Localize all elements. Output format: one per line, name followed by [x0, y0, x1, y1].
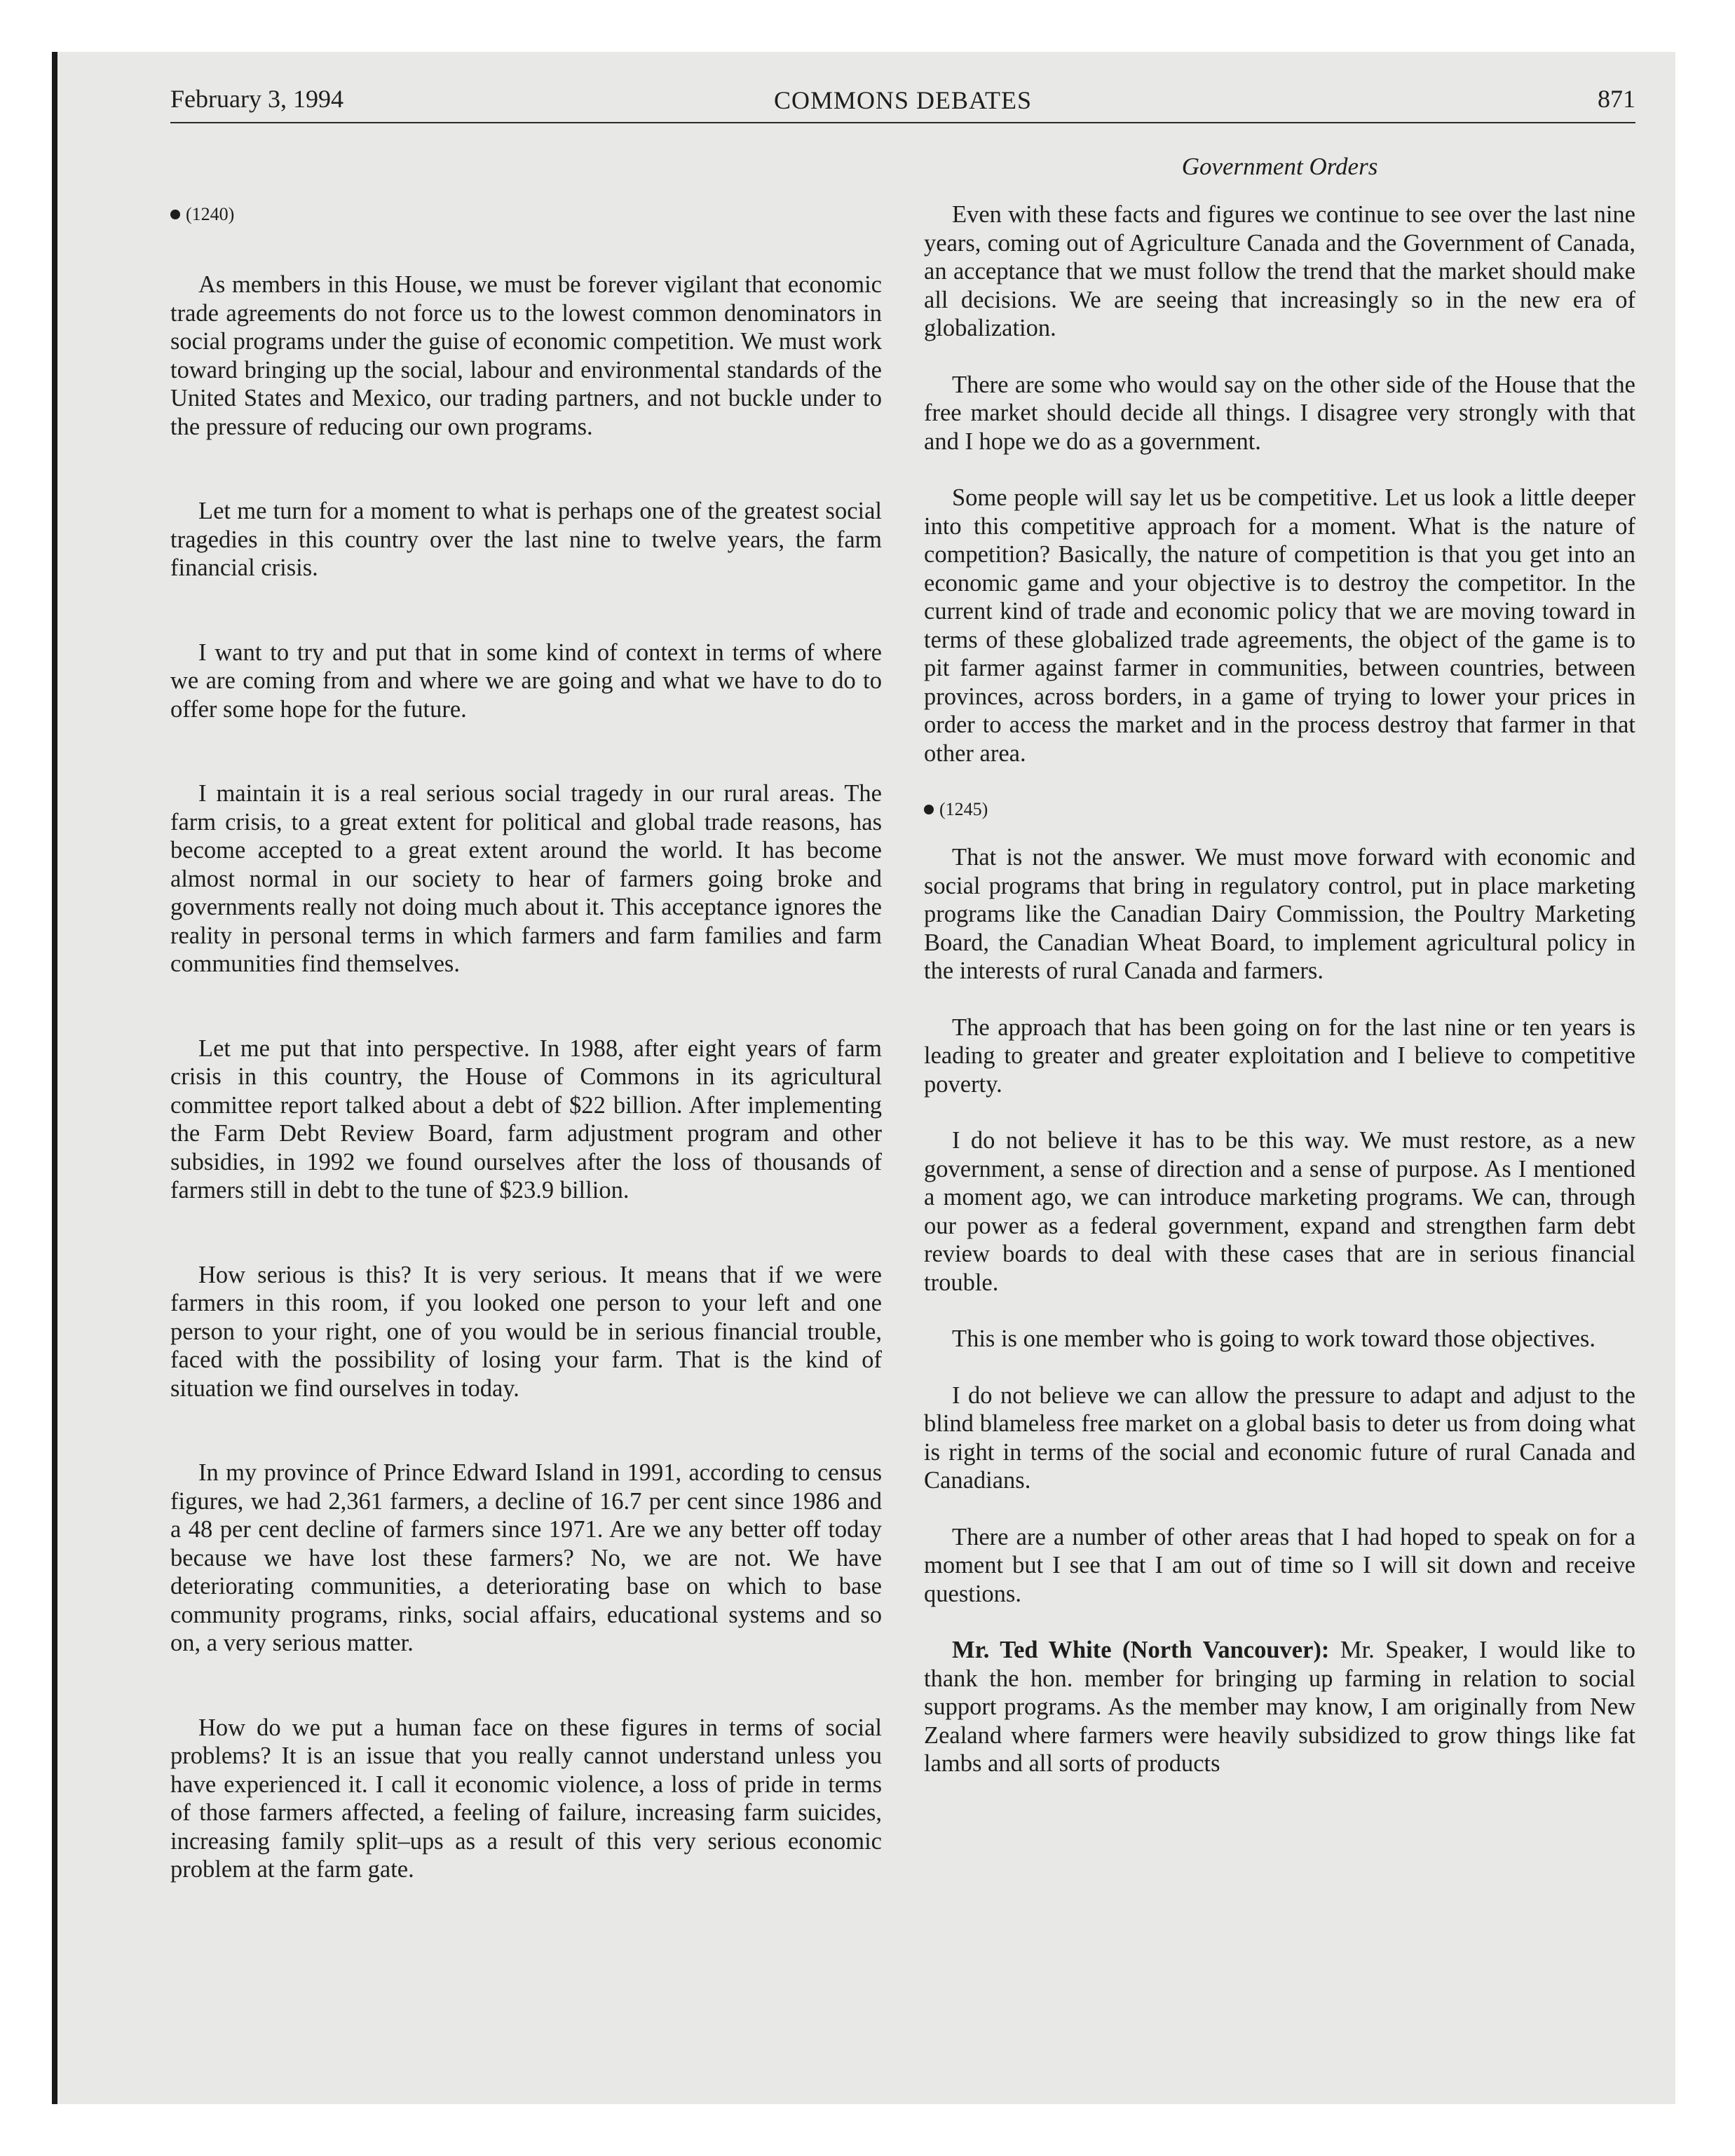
header-rule: [170, 122, 1635, 123]
left-column: [170, 200, 882, 1940]
paragraph: This is one member who is going to work toward those objectives.: [952, 1325, 1595, 1352]
paragraph: Even with these facts and figures we continue to see over the last nine years, coming out of Agriculture Canada and the Government of Canada, an acceptance that we must follow the trend that the market should make all decisions. We are seeing that increasingly so in the new era of globalization.: [924, 201, 1635, 341]
speaker-paragraph: [924, 1636, 1635, 1778]
paragraph: The approach that has been going on for the last nine or ten years is leading to greater and greater exploitation and I believe to competitive poverty.: [924, 1014, 1635, 1098]
speaker-text: Mr. Speaker, I would like to thank the hon. member for bringing up farming in relation to social support programs. As the member may know, I am originally from New Zealand where farmers were heavily subsidized to grow things like fat lambs and all sorts of products: [924, 1637, 1636, 1777]
scan-border: [52, 52, 57, 2104]
time-marker: [924, 796, 1635, 824]
time-marker-label: (1240): [186, 204, 235, 224]
page-number: 871: [1598, 85, 1635, 113]
paragraph: I do not believe it has to be this way. We must restore, as a new government, a sense of direction and a sense of purpose. As I mentioned a moment ago, we can introduce marketing programs. We can, through our power as a federal government, expand and strengthen farm debt review boards to deal with these cases that are in serious financial trouble.: [924, 1127, 1635, 1296]
paragraph: I want to try and put that in some kind of context in terms of where we are coming from and where we are going and what we have to do to offer some hope for the future.: [170, 639, 882, 723]
header-title: COMMONS DEBATES: [773, 86, 1033, 114]
header-date: February 3, 1994: [170, 85, 343, 113]
paragraph: There are a number of other areas that I had hoped to speak on for a moment but I see that I am out of time so I will sit down and receive questions.: [924, 1523, 1635, 1607]
bullet-icon: [170, 210, 180, 219]
time-marker-label: (1245): [939, 799, 988, 819]
paragraph: That is not the answer. We must move forward with economic and social programs that bring in regulatory control, put in place marketing programs like the Canadian Dairy Commission, the Poultry Marketing Board, the Canadian Wheat Board, to implement agricultural policy in the interests of rural Canada and farmers.: [924, 844, 1635, 984]
paragraph: There are some who would say on the other side of the House that the free market should decide all things. I disagree very strongly with that and I hope we do as a government.: [924, 371, 1635, 455]
paragraph: How do we put a human face on these figures in terms of social problems? It is an issue that you really cannot understand unless you have experienced it. I call it economic violence, a loss of pride in terms of those farmers affected, a feeling of failure, increasing farm suicides, increasing family split–ups as a result of this very serious economic problem at the farm gate.: [170, 1714, 882, 1883]
section-title: Government Orders: [1181, 153, 1378, 180]
bullet-icon: [924, 805, 934, 814]
paragraph: I do not believe we can allow the pressure to adapt and adjust to the blind blameless free market on a global basis to deter us from doing what is right in terms of the social and economic future of rural Canada and Canadians.: [924, 1381, 1635, 1494]
paragraph: Let me put that into perspective. In 1988, after eight years of farm crisis in this country, the House of Commons in its agricultural committee report talked about a debt of $22 billion. After implementing the Farm Debt Review Board, farm adjustment program and other subsidies, in 1992 we found ourselves after the loss of thousands of farmers still in debt to the tune of $23.9 billion.: [170, 1035, 882, 1203]
paragraph: In my province of Prince Edward Island in 1991, according to census figures, we had 2,361 farmers, a decline of 16.7 per cent since 1986 and a 48 per cent decline of farmers since 1971. Are we any better off today because we have lost these farmers? No, we are not. We have deteriorating communities, a deteriorating base on which to base community programs, rinks, social affairs, educational systems and so on, a very serious matter.: [170, 1459, 882, 1656]
paragraph: Let me turn for a moment to what is perhaps one of the greatest social tragedies in this country over the last nine to twelve years, the farm financial crisis.: [170, 498, 882, 581]
page-header: [170, 79, 1635, 122]
paragraph: As members in this House, we must be forever vigilant that economic trade agreements do not force us to the lowest common denominators in social programs under the guise of economic competition. We must work toward bringing up the social, labour and environmental standards of the United States and Mexico, our trading partners, and not buckle under to the pressure of reducing our own programs.: [170, 271, 882, 440]
paragraph: I maintain it is a real serious social tragedy in our rural areas. The farm crisis, to a great extent for political and global trade reasons, has become accepted to a great extent around the world. It has become almost normal in our society to hear of farmers going broke and governments really not doing much about it. This acceptance ignores the reality in personal terms in which farmers and farm families and farm communities find themselves.: [170, 780, 882, 977]
paragraph: How serious is this? It is very serious. It means that if we were farmers in this room, if you looked one person to your left and one person to your right, one of you would be in serious financial trouble, faced with the possibility of losing your farm. That is the kind of situation we find ourselves in today.: [170, 1261, 882, 1402]
speaker-name: Mr. Ted White (North Vancouver):: [952, 1637, 1330, 1663]
time-marker: [170, 200, 882, 228]
right-column: [924, 200, 1635, 1806]
paragraph: Some people will say let us be competitive. Let us look a little deeper into this competitive approach for a moment. What is the nature of competition? Basically, the nature of competition is that you get into an economic game and your objective is to destroy the competitor. In the current kind of trade and economic policy that we are moving toward in terms of these globalized trade agreements, the object of the game is to pit farmer against farmer in communities, between countries, between provinces, across borders, in a game of trying to lower your prices in order to access the market and in the process destroy that farmer in that other area.: [924, 484, 1635, 767]
